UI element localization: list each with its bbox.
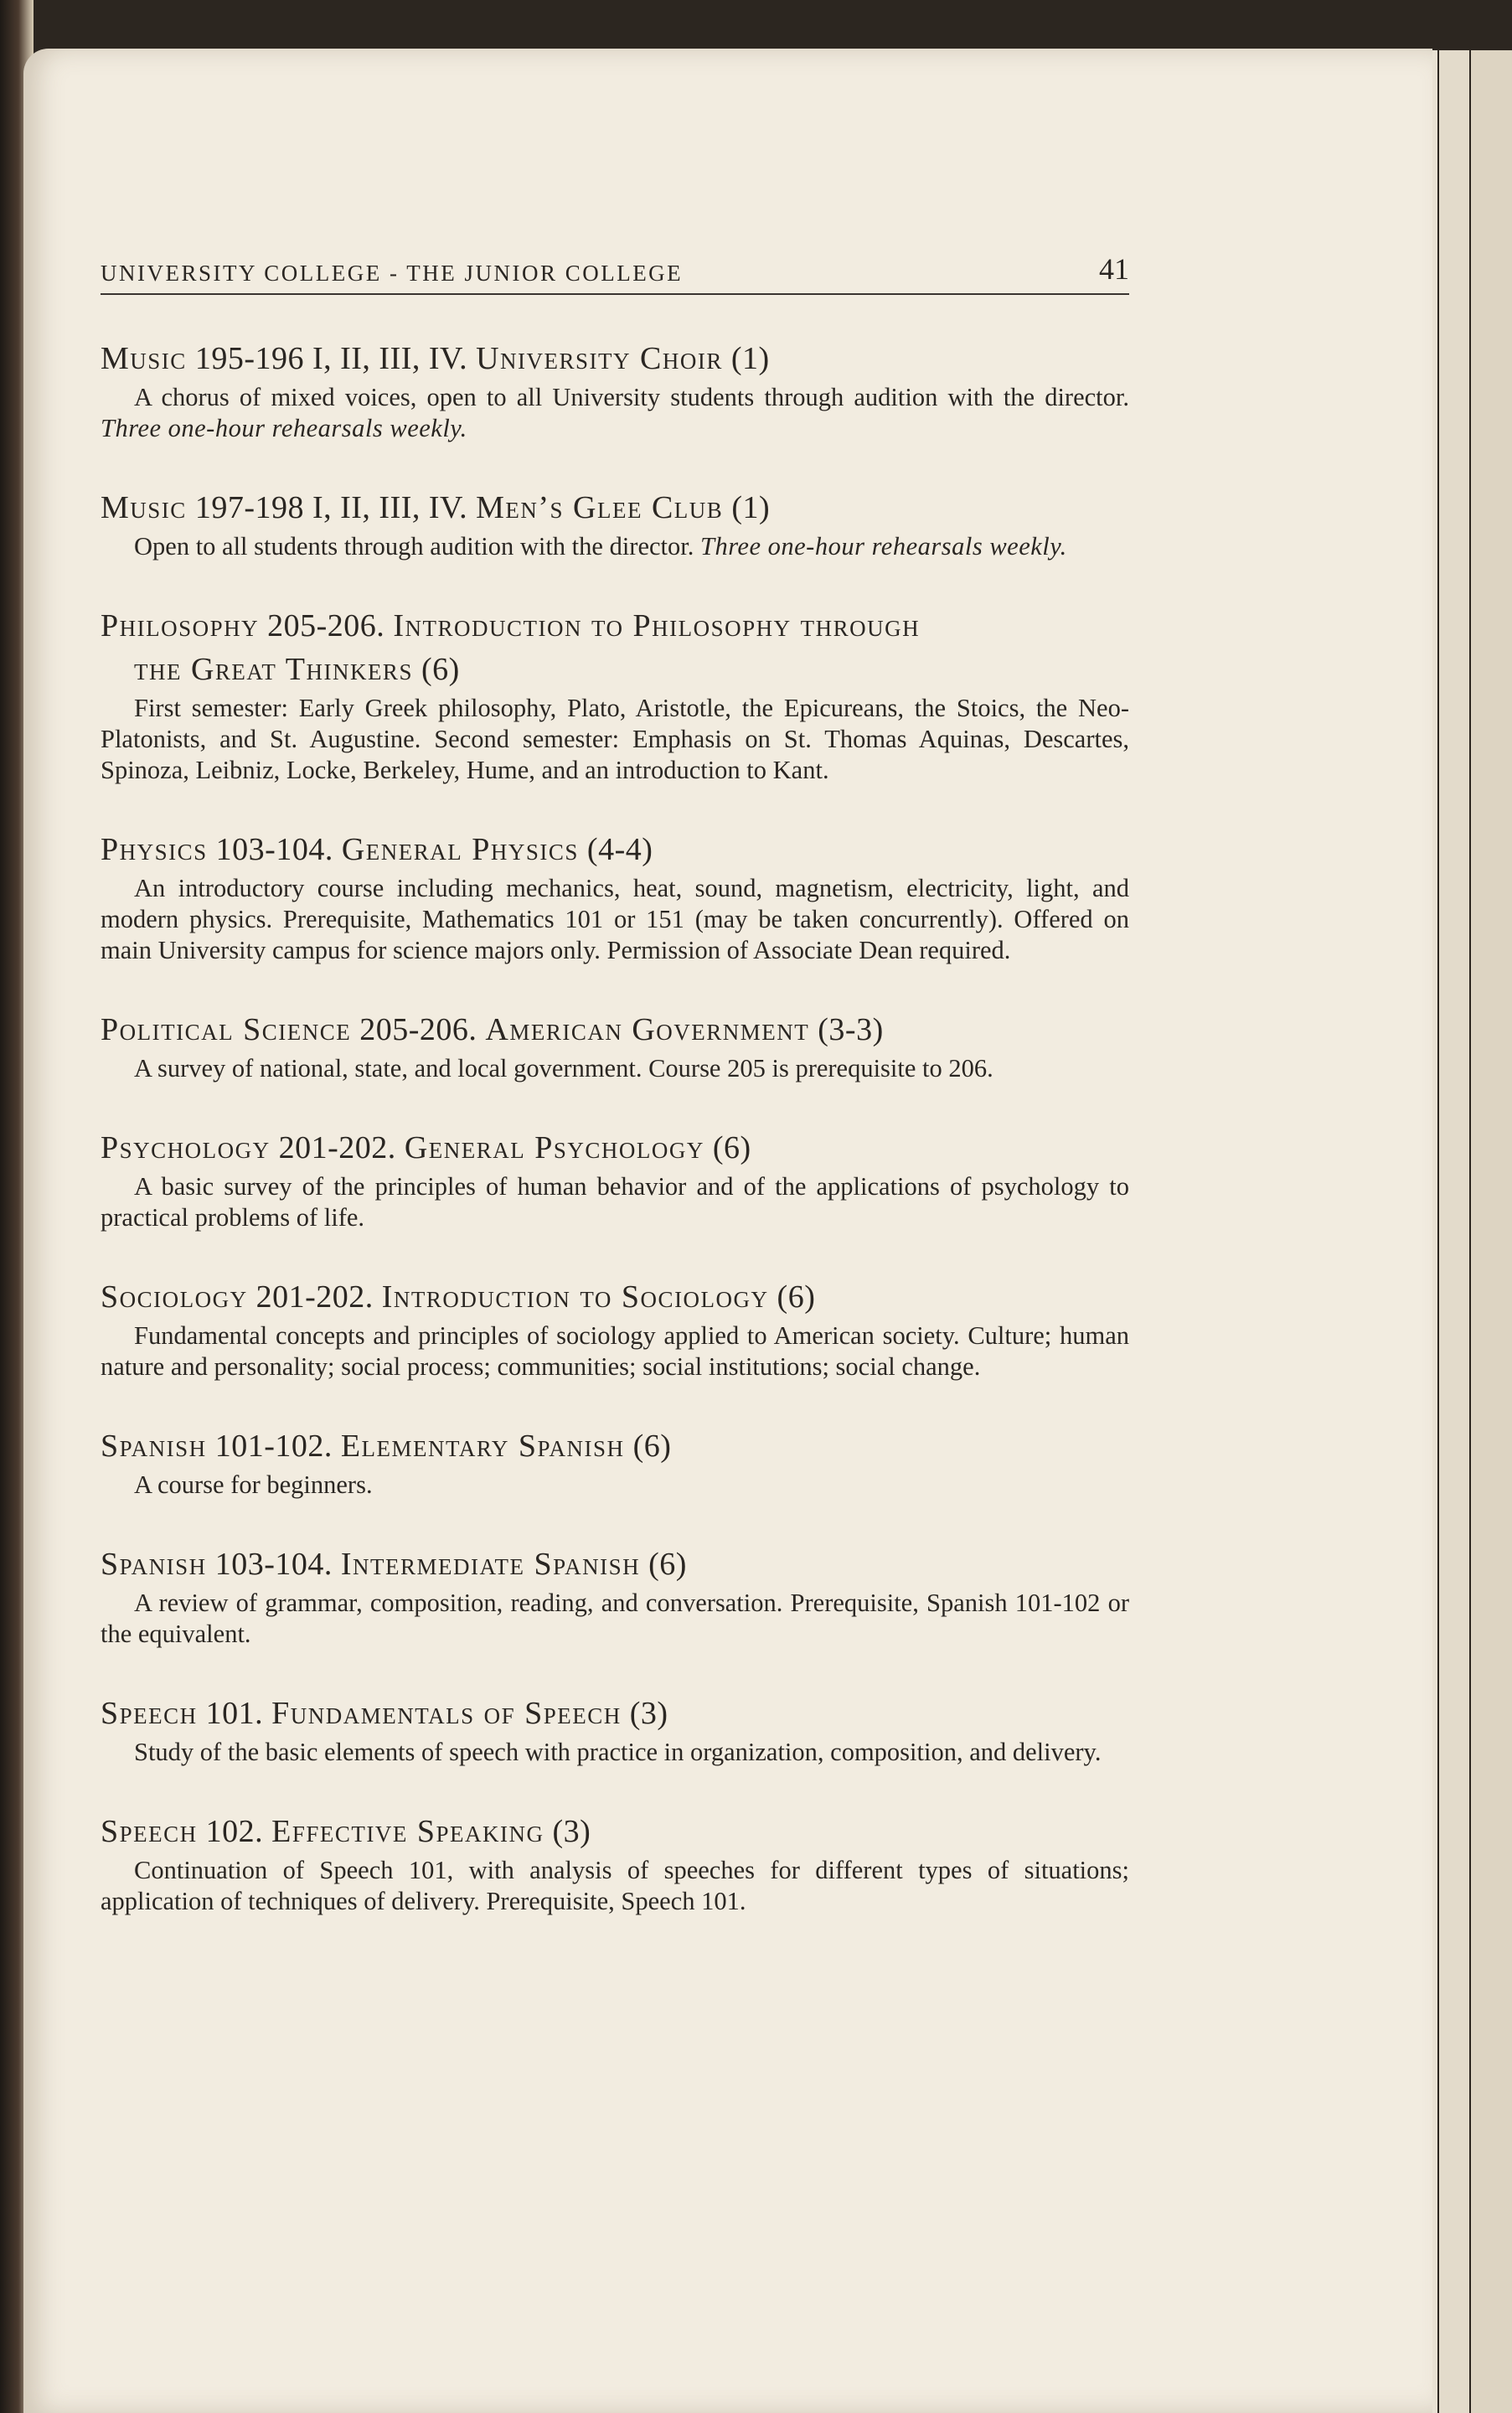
course-description: A chorus of mixed voices, open to all University students through audition with the director. Three one-hour rehearsals weekly. — [101, 383, 1129, 442]
page-text — [101, 251, 1129, 1961]
course-credits: (4-4) — [586, 832, 653, 867]
course-title: Men’s Glee Club — [476, 490, 724, 525]
course-credits: (6) — [421, 652, 460, 687]
course-title: American Government — [485, 1012, 810, 1047]
running-head — [101, 251, 1129, 295]
course-entry — [101, 488, 1129, 562]
course-subject: Speech — [101, 1696, 198, 1731]
course-subject: Philosophy — [101, 608, 260, 643]
course-heading — [101, 829, 1129, 870]
course-entry — [101, 1277, 1129, 1382]
running-head-title: UNIVERSITY COLLEGE - THE JUNIOR COLLEGE — [101, 261, 684, 286]
course-credits: (1) — [731, 490, 771, 525]
course-heading — [101, 1277, 1129, 1317]
course-title: Introduction to Philosophy through — [393, 608, 921, 643]
course-credits: (3) — [552, 1814, 591, 1849]
course-title: Elementary Spanish — [340, 1429, 625, 1464]
course-subject: Psychology — [101, 1130, 271, 1165]
course-entry — [101, 1010, 1129, 1084]
course-description: A basic survey of the principles of human behavior and of the applications of psychology to practical problems of life. — [101, 1172, 1129, 1232]
course-entry — [101, 1128, 1129, 1233]
course-description: Study of the basic elements of speech with practice in organization, composition, and delivery. — [134, 1738, 1102, 1766]
course-title-continued: the Great Thinkers — [134, 652, 413, 687]
course-number: 201-202. — [278, 1130, 396, 1165]
course-title: University Choir — [476, 341, 723, 376]
course-note: Three one-hour rehearsals weekly. — [101, 414, 467, 442]
course-description: A review of grammar, composition, reading, and conversation. Prerequisite, Spanish 101-102 or the equivalent. — [101, 1589, 1129, 1648]
course-subject: Physics — [101, 832, 208, 867]
course-number: 102. — [205, 1814, 264, 1849]
course-subject: Sociology — [101, 1279, 248, 1315]
course-entry — [101, 338, 1129, 444]
course-heading — [101, 1426, 1129, 1466]
course-entry — [101, 829, 1129, 966]
course-description: A survey of national, state, and local government. Course 205 is prerequisite to 206. — [134, 1054, 993, 1082]
course-title: Introduction to Sociology — [381, 1279, 769, 1315]
course-heading — [101, 606, 1129, 646]
course-entry — [101, 606, 1129, 786]
course-subject: Political Science — [101, 1012, 352, 1047]
course-description: A course for beginners. — [134, 1470, 373, 1499]
course-entry — [101, 1811, 1129, 1917]
course-description: First semester: Early Greek philosophy, Plato, Aristotle, the Epicureans, the Stoics, the Neo-Platonists, and St. Augustine. Second semester: Emphasis on St. Thomas Aquinas, Descartes, Spinoza, Leibniz, Locke, Berkeley, Hume, and an introduction to Kant. — [101, 694, 1129, 784]
course-number: 101-102. — [214, 1429, 333, 1464]
course-description: Open to all students through audition with the director. Three one-hour rehearsals weekly. — [134, 532, 1067, 561]
course-number: 205-206. — [267, 608, 385, 643]
course-subject: Spanish — [101, 1547, 207, 1582]
course-credits: (6) — [648, 1547, 687, 1582]
course-number: 101. — [205, 1696, 264, 1731]
course-number: 205-206. — [359, 1012, 477, 1047]
course-heading — [101, 1010, 1129, 1050]
course-subject: Music — [101, 490, 187, 525]
course-subject: Speech — [101, 1814, 198, 1849]
course-title: General Physics — [341, 832, 579, 867]
course-number: 201-202. — [255, 1279, 374, 1315]
course-heading — [101, 1128, 1129, 1168]
course-entry — [101, 1544, 1129, 1650]
course-credits: (6) — [632, 1429, 672, 1464]
course-number: 197-198 I, II, III, IV. — [194, 490, 468, 525]
course-heading — [101, 1544, 1129, 1584]
course-number: 103-104. — [214, 1547, 333, 1582]
course-title: Fundamentals of Speech — [271, 1696, 622, 1731]
course-title: Effective Speaking — [271, 1814, 544, 1849]
page-stack-edge — [1469, 50, 1512, 2413]
course-credits: (1) — [730, 341, 770, 376]
course-title: Intermediate Spanish — [340, 1547, 641, 1582]
course-heading-continued — [101, 649, 1129, 690]
course-title: General Psychology — [404, 1130, 704, 1165]
course-credits: (6) — [777, 1279, 816, 1315]
course-number: 195-196 I, II, III, IV. — [194, 341, 468, 376]
course-entry — [101, 1426, 1129, 1501]
course-description: An introductory course including mechanics, heat, sound, magnetism, electricity, light, and modern physics. Prerequisite, Mathematics 101 or 151 (may be taken concurrently). Offered on main University campus for science majors only. Permission of Associate Dean required. — [101, 874, 1129, 964]
course-credits: (6) — [712, 1130, 751, 1165]
course-credits: (3) — [629, 1696, 668, 1731]
course-description: Continuation of Speech 101, with analysis of speeches for different types of situations; application of techniques of delivery. Prerequisite, Speech 101. — [101, 1856, 1129, 1915]
course-entry — [101, 1693, 1129, 1768]
course-subject: Spanish — [101, 1429, 207, 1464]
course-subject: Music — [101, 341, 187, 376]
course-heading — [101, 1693, 1129, 1734]
course-description: Fundamental concepts and principles of sociology applied to American society. Culture; human nature and personality; social process; communities; social institutions; social change. — [101, 1321, 1129, 1381]
course-note: Three one-hour rehearsals weekly. — [699, 532, 1067, 561]
course-credits: (3-3) — [818, 1012, 884, 1047]
course-heading — [101, 488, 1129, 528]
course-heading — [101, 1811, 1129, 1852]
page-number: 41 — [1099, 252, 1129, 286]
course-number: 103-104. — [215, 832, 333, 867]
course-heading — [101, 338, 1129, 379]
page-stack-edge — [1437, 50, 1473, 2413]
